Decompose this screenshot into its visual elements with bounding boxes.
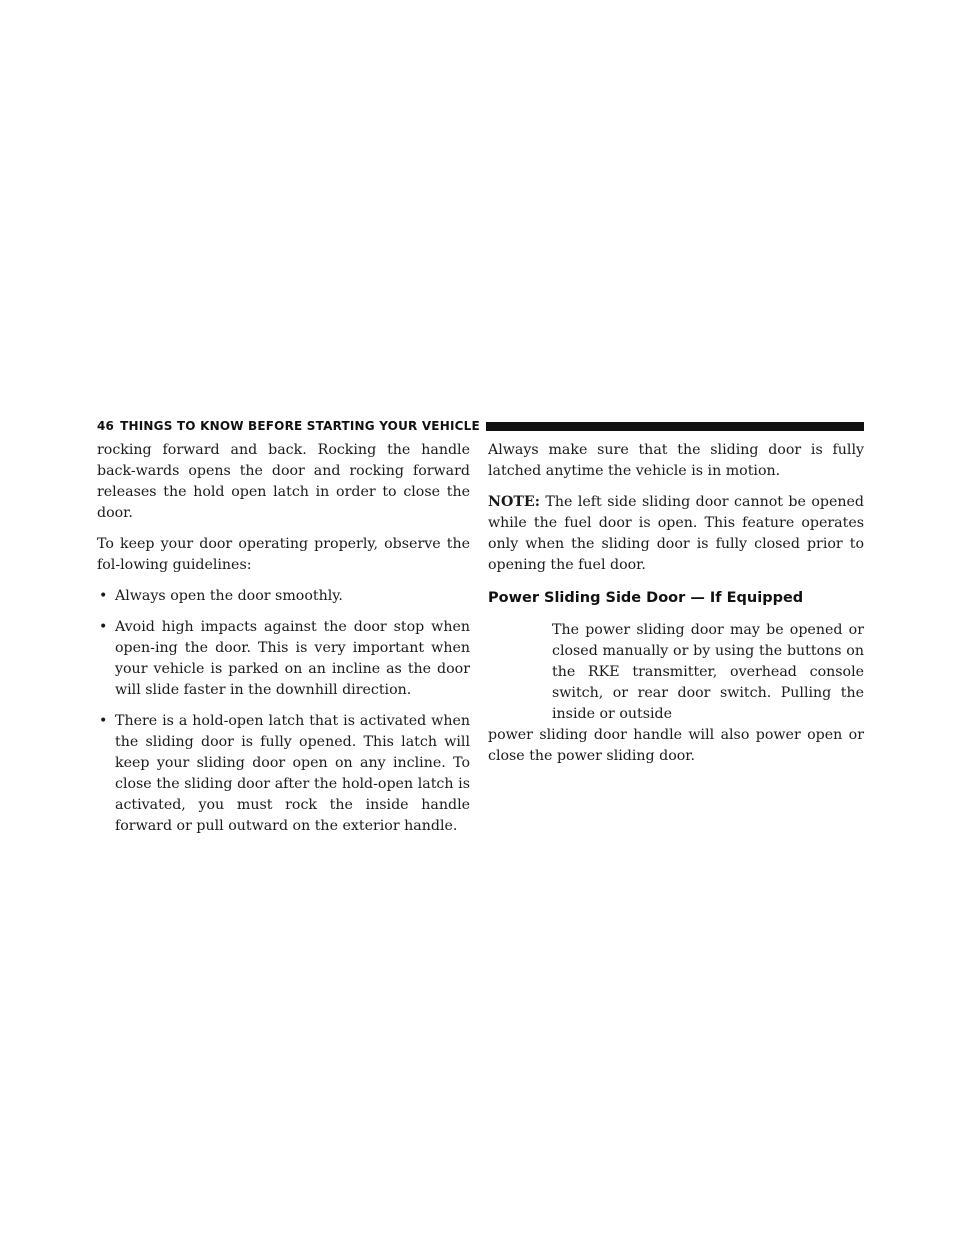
page-header [97,418,864,434]
list-item [97,711,470,837]
paragraph-guidelines-intro: To keep your door operating properly, observe the fol-lowing guidelines: [97,536,470,573]
guidelines-list [97,586,470,837]
list-item-text: There is a hold-open latch that is activated when the sliding door is fully opened. This latch will keep your sliding door open on any incline. To close the sliding door after the hold-open latch is activated, you must rock the inside handle forward or pull outward on the exterior handle. [115,713,470,834]
section-heading: Power Sliding Side Door — If Equipped [488,590,804,606]
left-column [97,440,470,847]
header-rule [486,422,864,431]
page-number: 46 [97,419,115,433]
paragraph-rocking-handle: rocking forward and back. Rocking the handle back-wards opens the door and rocking forward releases the hold open latch in order to close the door. [97,442,470,521]
note-paragraph [488,492,864,576]
list-item [97,586,470,607]
list-item-text: Avoid high impacts against the door stop when open-ing the door. This is very important when your vehicle is parked on an incline as the door will slide faster in the downhill direction. [115,619,470,698]
section-indented-text: The power sliding door may be opened or closed manually or by using the buttons on the RKE transmitter, overhead console switch, or rear door switch. Pulling the inside or outside [552,622,864,722]
note-text: The left side sliding door cannot be opened while the fuel door is open. This feature operates only when the sliding door is fully closed prior to opening the fuel door. [488,494,864,573]
bullet-icon: • [99,619,108,635]
bullet-icon: • [99,713,108,729]
list-item [97,617,470,701]
note-label: NOTE: [488,494,540,510]
list-item-text: Always open the door smoothly. [115,588,343,604]
bullet-icon: • [99,588,108,604]
section-continued-text: power sliding door handle will also power open or close the power sliding door. [488,727,864,764]
paragraph-latched: Always make sure that the sliding door is fully latched anytime the vehicle is in motion. [488,442,864,479]
running-title: THINGS TO KNOW BEFORE STARTING YOUR VEHICLE [120,419,480,433]
right-column [488,440,864,777]
